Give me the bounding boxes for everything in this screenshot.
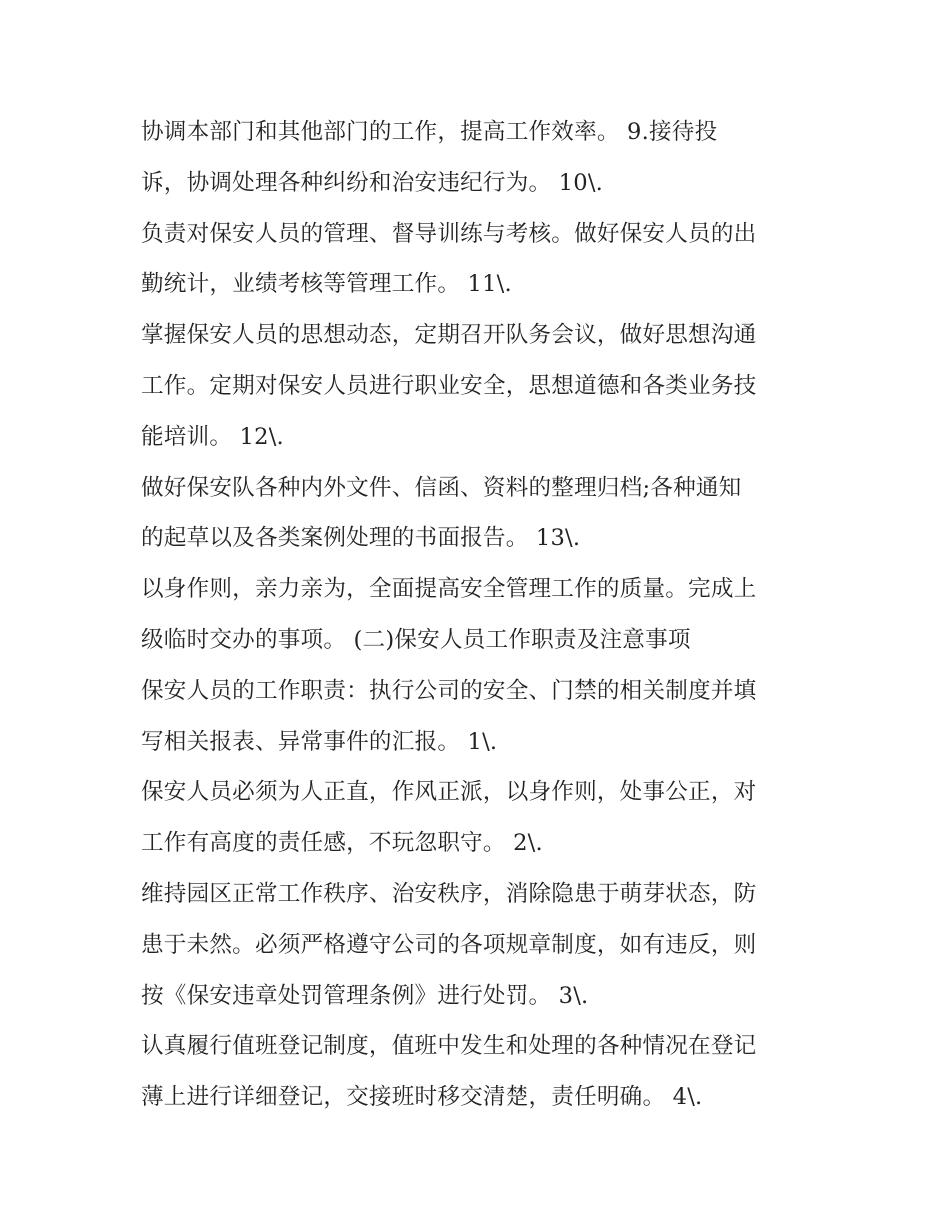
- text-line: 协调本部门和其他部门的工作，提高工作效率。 9.接待投: [141, 119, 718, 145]
- text-line: 级临时交办的事项。 (二)保安人员工作职责及注意事项: [141, 626, 691, 653]
- text-line: 掌握保安人员的思想动态，定期召开队务会议，做好思想沟通: [141, 322, 757, 349]
- text-line: 的起草以及各类案例处理的书面报告。 13\.: [141, 525, 581, 552]
- text-line: 工作。定期对保安人员进行职业安全，思想道德和各类业务技: [141, 372, 757, 399]
- text-line: 以身作则，亲力亲为，全面提高安全管理工作的质量。完成上: [141, 576, 757, 603]
- text-line: 按《保安违章处罚管理条例》进行处罚。 3\.: [141, 982, 589, 1009]
- text-line: 写相关报表、异常事件的汇报。 1\.: [141, 728, 498, 755]
- text-line: 勤统计，业绩考核等管理工作。 11\.: [141, 271, 512, 298]
- text-line: 认真履行值班登记制度，值班中发生和处理的各种情况在登记: [141, 1033, 757, 1060]
- text-line: 做好保安队各种内外文件、信函、资料的整理归档;各种通知: [141, 474, 742, 501]
- text-line: 保安人员必须为人正直，作风正派，以身作则，处事公正，对: [141, 779, 757, 806]
- text-line: 工作有高度的责任感，不玩忽职守。 2\.: [141, 830, 543, 857]
- text-line: 负责对保安人员的管理、督导训练与考核。做好保安人员的出: [141, 220, 757, 247]
- text-line: 能培训。 12\.: [141, 423, 284, 450]
- text-line: 诉，协调处理各种纠纷和治安违纪行为。 10\.: [141, 169, 604, 196]
- body-text: [141, 107, 821, 1123]
- text-line: 保安人员的工作职责：执行公司的安全、门禁的相关制度并填: [141, 677, 757, 704]
- text-line: 薄上进行详细登记，交接班时移交清楚，责任明确。 4\.: [141, 1084, 703, 1111]
- text-line: 维持园区正常工作秩序、治安秩序，消除隐患于萌芽状态，防: [141, 880, 757, 907]
- text-line: 患于未然。必须严格遵守公司的各项规章制度，如有违反，则: [141, 931, 757, 958]
